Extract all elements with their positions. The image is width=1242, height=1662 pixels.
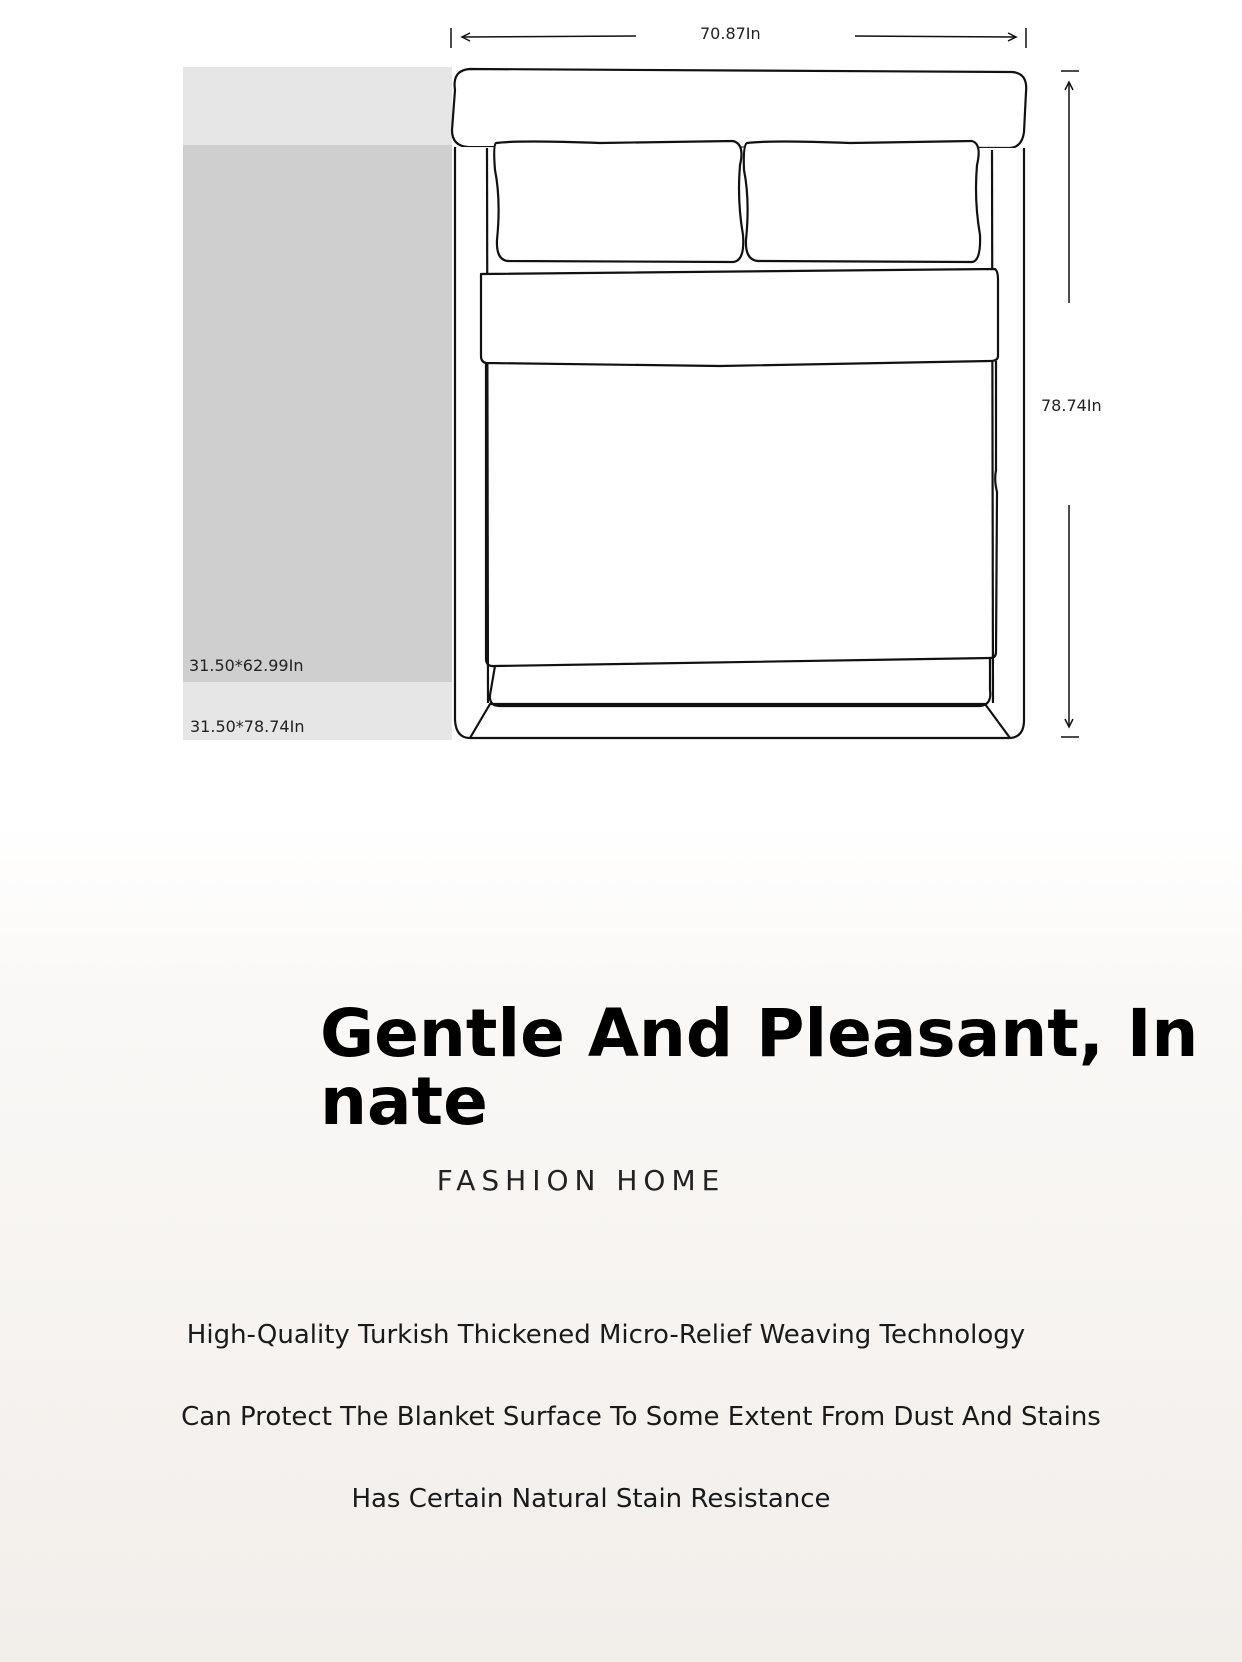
pillows bbox=[494, 141, 980, 262]
feature-item: Can Protect The Blanket Surface To Some Extent From Dust And Stains bbox=[181, 1402, 1101, 1432]
width-dimension-label: 70.87In bbox=[700, 24, 761, 43]
feature-item: Has Certain Natural Stain Resistance bbox=[351, 1484, 831, 1514]
feature-item: High-Quality Turkish Thickened Micro-Relief Weaving Technology bbox=[186, 1320, 1026, 1350]
bed-size-diagram bbox=[0, 0, 1242, 760]
rug-large-size-label: 31.50*78.74In bbox=[190, 717, 305, 736]
brand-name: FASHION HOME bbox=[436, 1164, 726, 1197]
bed-drawing bbox=[0, 0, 1242, 760]
rug-small-size-label: 31.50*62.99In bbox=[189, 656, 304, 675]
rug-small bbox=[183, 145, 452, 682]
headline: Gentle And Pleasant, Innate bbox=[320, 995, 1199, 1140]
height-dimension-label: 78.74In bbox=[1041, 396, 1102, 415]
